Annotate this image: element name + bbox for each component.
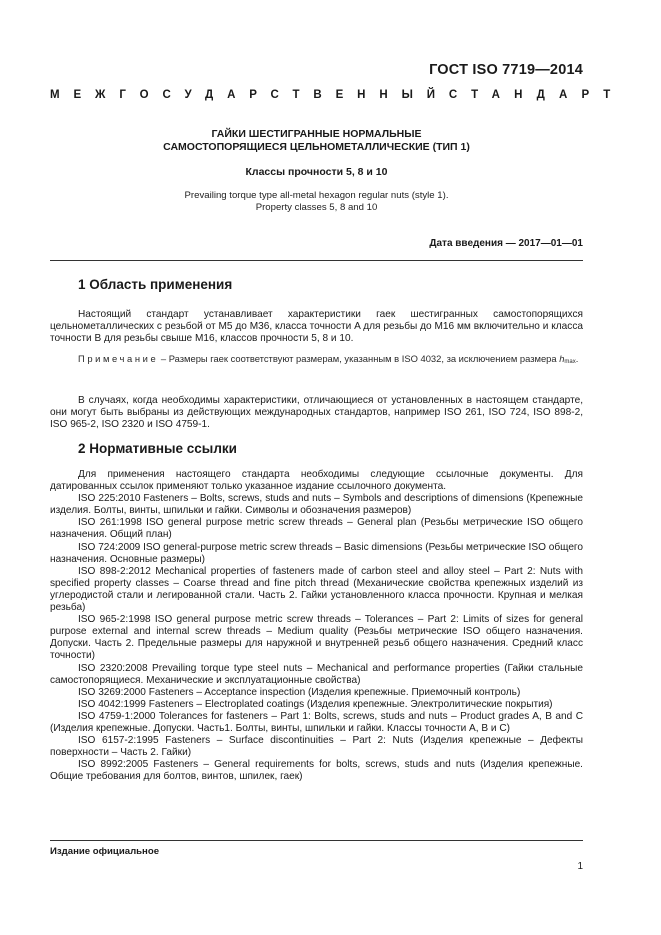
title-ru-line1: ГАЙКИ ШЕСТИГРАННЫЕ НОРМАЛЬНЫЕ <box>211 128 422 140</box>
title-ru-line2: САМОСТОПОРЯЩИЕСЯ ЦЕЛЬНОМЕТАЛЛИЧЕСКИЕ (ТИП 1) <box>163 141 470 153</box>
page-number: 1 <box>577 861 583 872</box>
normative-references <box>50 469 583 783</box>
footer-divider <box>50 840 583 841</box>
references-intro: Для применения настоящего стандарта необходимы следующие ссылочные документы. Для датированных ссылок применяют только указанное издание ссылочного документа. <box>50 469 583 493</box>
document-code: ГОСТ ISO 7719—2014 <box>429 62 583 78</box>
note-subscript: max <box>564 359 576 365</box>
reference-item: ISO 261:1998 ISO general purpose metric screw threads – General plan (Резьбы метрические ISO общего назначения. Общий план) <box>50 517 583 541</box>
reference-item: ISO 898-2:2012 Mechanical properties of fasteners made of carbon steel and alloy steel – Part 2: Nuts with specified property classes – Coarse thread and fine pitch thread (Механические свойства крепежных изделий из углеродистой стали и легированной стали. Часть 2. Гайки установленного класса прочности. Крупная и мелкая резьба) <box>50 565 583 614</box>
reference-item: ISO 2320:2008 Prevailing torque type steel nuts – Mechanical and performance properties (Гайки стальные самостопорящиеся. Механические и эксплуатационные свойства) <box>50 662 583 686</box>
reference-item: ISO 8992:2005 Fasteners – General requirements for bolts, screws, studs and nuts (Изделия крепежные. Общие требования для болтов, винтов, шпилек, гаек) <box>50 759 583 783</box>
note-label: Примечание <box>78 353 159 364</box>
section-2-heading: 2 Нормативные ссылки <box>78 441 237 456</box>
official-edition-label: Издание официальное <box>50 846 160 857</box>
interstate-word: МЕЖГОСУДАРСТВЕННЫЙ <box>50 89 449 101</box>
introduction-date: Дата введения — 2017—01—01 <box>429 238 583 249</box>
title-en-line1: Prevailing torque type all-metal hexagon regular nuts (style 1). <box>184 190 449 201</box>
scope-text-2: В случаях, когда необходимы характеристики, отличающиеся от установленных в настоящем стандарте, они могут быть выбраны из действующих международных стандартов, например ISO 261, ISO 724, ISO 898-2, ISO 965-2, ISO 2320 и ISO 4759-1. <box>50 395 583 431</box>
title-ru <box>50 128 583 154</box>
reference-item: ISO 724:2009 ISO general-purpose metric screw threads – Basic dimensions (Резьбы метрические ISO общего назначения. Основные размеры) <box>50 541 584 565</box>
reference-item: ISO 6157-2:1995 Fasteners – Surface discontinuities – Part 2: Nuts (Изделия крепежные – Дефекты поверхности – Часть 2. Гайки) <box>50 735 583 759</box>
note-symbol: h <box>559 353 565 364</box>
note-text: – Размеры гаек соответствуют размерам, указанным в ISO 4032, за исключением размера <box>158 353 560 364</box>
reference-item: ISO 4042:1999 Fasteners – Electroplated coatings (Изделия крепежные. Электролитические покрытия) <box>78 698 553 710</box>
scope-paragraph <box>50 309 583 345</box>
reference-item: ISO 225:2010 Fasteners – Bolts, screws, studs and nuts – Symbols and descriptions of dimensions (Крепежные изделия. Болты, винты, шпильки и гайки. Символы и обозначения размеров) <box>50 493 583 517</box>
header-divider <box>50 260 583 261</box>
scope-text: Настоящий стандарт устанавливает характеристики гаек шестигранных самостопорящихся цельнометаллических с резьбой от M5 до M36, класса точности A для резьбы до M16 мм включительно и класса точности B для резьбы свыше M16, классов прочности 5, 8 и 10. <box>50 309 583 345</box>
section-1-heading: 1 Область применения <box>78 277 233 292</box>
reference-item: ISO 965-2:1998 ISO general purpose metric screw threads – Tolerances – Part 2: Limits of sizes for general purpose external and internal screw threads – Medium quality (Резьбы метрические ISO общего назначения. Допуски. Часть 2. Предельные размеры для наружной и внутренней резьб общего назначения. Средний класс точности) <box>50 614 583 662</box>
title-block <box>50 128 583 214</box>
interstate-standard-heading <box>50 89 625 101</box>
note-end: . <box>575 353 579 364</box>
scope-paragraph-2 <box>50 395 583 431</box>
standard-word: СТАНДАРТ <box>448 89 625 101</box>
title-en <box>50 190 583 214</box>
reference-item: ISO 4759-1:2000 Tolerances for fasteners – Part 1: Bolts, screws, studs and nuts – Product grades A, B and C (Изделия крепежные. Допуски. Часть1. Болты, винты, шпильки и гайки. Классы точности A, B и C) <box>50 710 583 734</box>
title-en-line2: Property classes 5, 8 and 10 <box>255 202 378 213</box>
reference-item: ISO 3269:2000 Fasteners – Acceptance inspection (Изделия крепежные. Приемочный контроль) <box>78 686 521 698</box>
scope-note <box>50 353 583 368</box>
property-classes-ru: Классы прочности 5, 8 и 10 <box>245 166 388 178</box>
